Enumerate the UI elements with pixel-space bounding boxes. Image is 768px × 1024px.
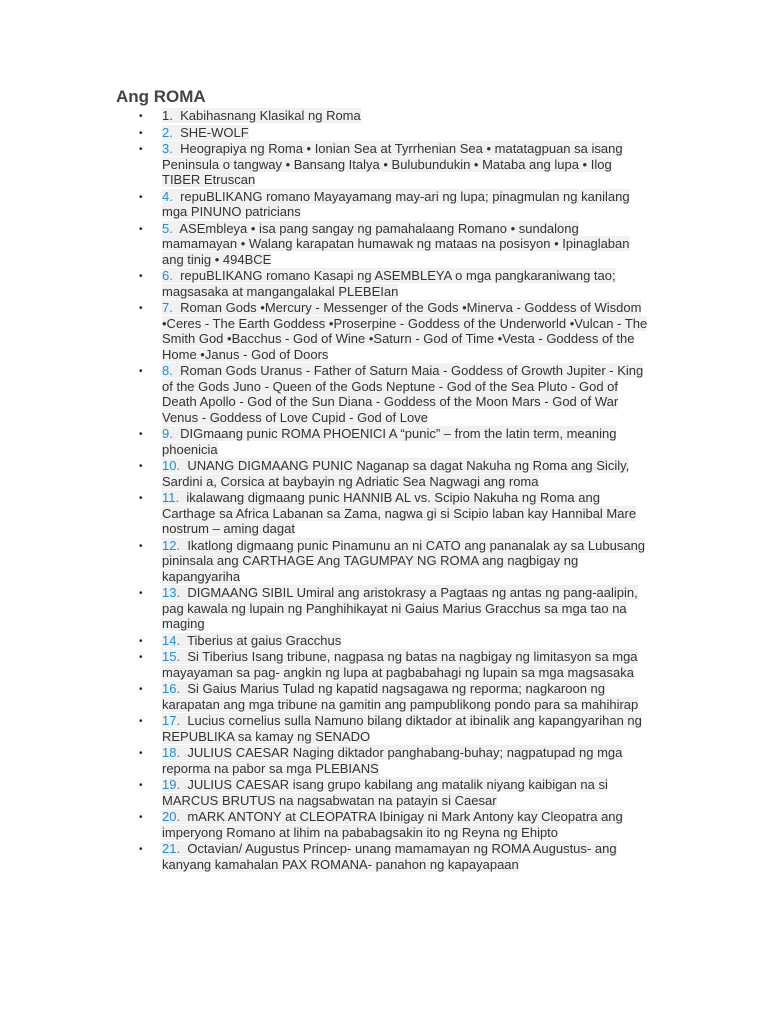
bullet-icon: •	[139, 540, 143, 552]
list-item	[116, 745, 652, 776]
list-item-number: 13.	[162, 585, 181, 600]
list-item	[116, 538, 652, 585]
list-item-text: Si Gaius Marius Tulad ng kapatid nagsagawa ng reporma; nagkaroon ng karapatan ang mga tribune na gamitin ang pampublikong pondo para sa mahihirap	[162, 681, 639, 712]
list-item-text: UNANG DIGMAANG PUNIC Naganap sa dagat Nakuha ng Roma ang Sicily, Sardini a, Corsica at baybayin ng Adriatic Sea Nagwagi ang roma	[162, 458, 630, 489]
list-item-text: JULIUS CAESAR Naging diktador panghabang-buhay; nagpatupad ng mga reporma na pabor sa mga PLEBIANS	[162, 745, 623, 776]
list-item-body	[162, 633, 341, 648]
list-item	[116, 300, 652, 362]
list-item	[116, 841, 652, 872]
bullet-icon: •	[139, 652, 143, 663]
list-item-text: Lucius cornelius sulla Namuno bilang diktador at ibinalik ang kapangyarihan ng REPUBLIKA sa kamay ng SENADO	[162, 713, 642, 744]
list-item-number: 11.	[162, 490, 180, 505]
list-item-body	[162, 458, 629, 489]
list-item-body	[162, 363, 643, 425]
list-item	[116, 221, 652, 268]
list-item-body	[162, 649, 638, 680]
list-item	[116, 633, 652, 649]
bullet-icon: •	[139, 635, 143, 647]
bullet-icon: •	[139, 716, 143, 727]
list-item	[116, 777, 652, 808]
list-item-number: 8.	[162, 363, 173, 378]
list-item-body	[162, 777, 608, 808]
list-item	[116, 363, 652, 425]
list-item	[116, 649, 652, 680]
list-item-body	[162, 189, 630, 220]
list-item	[116, 490, 652, 537]
list-item-text: Tiberius at gaius Gracchus	[187, 632, 342, 648]
list-item-text: Ikatlong digmaang punic Pinamunu an ni CATO ang pananalak ay sa Lubusang pininsala ang CARTHAGE Ang TAGUMPAY NG ROMA ang nagbigay ng kapangyariha	[162, 537, 646, 584]
list-item-text: mARK ANTONY at CLEOPATRA Ibinigay ni Mark Antony kay Cleopatra ang imperyong Romano at lihim na pababagsakin ito ng Reyna ng Ehipto	[162, 809, 623, 840]
outline-list	[116, 108, 652, 872]
list-item-number: 1.	[162, 108, 173, 123]
list-item-body	[162, 681, 638, 712]
list-item-body	[162, 108, 361, 123]
list-item-text: Octavian/ Augustus Princep- unang mamamayan ng ROMA Augustus- ang kanyang kamahalan PAX ROMANA- panahon ng kapayapaan	[162, 841, 617, 872]
list-item-body	[162, 221, 630, 267]
list-item-body	[162, 426, 616, 457]
list-item-text: Roman Gods Uranus - Father of Saturn Maia - Goddess of Growth Jupiter - King of the Gods Juno - Queen of the Gods Neptune - God of the Sea Pluto - God of Death Apollo - God of the Sun Diana - Goddess of the Moon Mars - God of War Venus - Goddess of Love Cupid - God of Love	[162, 363, 644, 425]
bullet-icon: •	[139, 844, 143, 855]
list-item-body	[162, 841, 617, 872]
list-item-number: 3.	[162, 141, 173, 156]
bullet-icon: •	[139, 191, 143, 203]
list-item	[116, 713, 652, 744]
bullet-icon: •	[139, 366, 143, 377]
list-item	[116, 458, 652, 489]
list-item	[116, 681, 652, 712]
page-title: Ang ROMA	[116, 87, 206, 106]
list-item-text: Si Tiberius Isang tribune, nagpasa ng batas na nagbigay ng limitasyon sa mga mayayaman sa pag- angkin ng lupa at pagbabahagi ng lupain sa mga magsasaka	[162, 649, 638, 680]
list-item-number: 14.	[162, 632, 181, 648]
list-item-number: 16.	[162, 681, 181, 696]
list-item	[116, 585, 652, 632]
list-item-body	[162, 300, 647, 362]
bullet-icon: •	[139, 493, 143, 504]
list-item-number: 2.	[162, 124, 173, 140]
list-item-text: ASEmbleya • isa pang sangay ng pamahalaang Romano • sundalong mamamayan • Walang karapatan humawak ng mataas na posisyon • Ipinaglaban ang tinig • 494BCE	[162, 220, 630, 267]
list-item-number: 19.	[162, 777, 181, 792]
list-item	[116, 125, 652, 141]
list-item-number: 18.	[162, 745, 181, 760]
list-item-number: 6.	[162, 268, 173, 283]
list-item	[116, 189, 652, 220]
list-item-number: 5.	[162, 220, 173, 236]
list-item	[116, 809, 652, 840]
list-item-body	[162, 125, 249, 140]
bullet-icon: •	[139, 461, 143, 472]
list-item	[116, 268, 652, 299]
list-item-text: DIGmaang punic ROMA PHOENICI A “punic” – from the latin term, meaning phoenicia	[162, 426, 617, 457]
list-item-body	[162, 490, 636, 536]
list-item-body	[162, 745, 622, 776]
bullet-icon: •	[139, 271, 143, 282]
list-item-body	[162, 585, 638, 631]
list-item-text: repuBLIKANG romano Kasapi ng ASEMBLEYA o mga pangkaraniwang tao; magsasaka at mangangalakal PLEBEIan	[162, 268, 616, 299]
list-item-text: repuBLIKANG romano Mayayamang may-ari ng lupa; pinagmulan ng kanilang mga PINUNO patricians	[162, 188, 630, 219]
bullet-icon: •	[139, 429, 143, 440]
bullet-icon: •	[139, 127, 143, 139]
bullet-icon: •	[139, 812, 143, 823]
list-item-number: 12.	[162, 537, 181, 553]
list-item-number: 17.	[162, 713, 181, 728]
bullet-icon: •	[139, 303, 143, 314]
list-item-text: DIGMAANG SIBIL Umiral ang aristokrasy a Pagtaas ng antas ng pang-aalipin, pag kawala ng lupain ng Panghihikayat ni Gaius Marius Gracchus sa mga tao na maging	[162, 585, 638, 631]
list-item-number: 21.	[162, 841, 181, 856]
list-item-body	[162, 713, 642, 744]
list-item-number: 20.	[162, 809, 181, 824]
list-item-number: 15.	[162, 649, 181, 664]
bullet-icon: •	[139, 748, 143, 759]
bullet-icon: •	[139, 144, 143, 155]
list-item-text: Roman Gods •Mercury - Messenger of the Gods •Minerva - Goddess of Wisdom •Ceres - The Earth Goddess •Proserpine - Goddess of the Underworld •Vulcan - The Smith God •Bacchus - God of Wine •Saturn - God of Time •Vesta - Goddess of the Home •Janus - God of Doors	[162, 300, 648, 362]
document-page	[116, 86, 652, 873]
list-item-text: Kabihasnang Klasikal ng Roma	[180, 108, 361, 123]
list-item-number: 7.	[162, 300, 173, 315]
bullet-icon: •	[139, 780, 143, 791]
bullet-icon: •	[139, 588, 143, 599]
bullet-icon: •	[139, 223, 143, 235]
bullet-icon: •	[139, 111, 143, 122]
list-item	[116, 141, 652, 188]
list-item-body	[162, 268, 616, 299]
list-item-body	[162, 538, 645, 584]
list-item-text: Heograpiya ng Roma • Ionian Sea at Tyrrhenian Sea • matatagpuan sa isang Peninsula o tangway • Bansang Italya • Bulubundukin • Mataba ang lupa • Ilog TIBER Etruscan	[162, 141, 623, 187]
list-item	[116, 108, 652, 124]
list-item-body	[162, 809, 623, 840]
list-item-text: SHE-WOLF	[180, 124, 249, 140]
list-item-text: ikalawang digmaang punic HANNIB AL vs. Scipio Nakuha ng Roma ang Carthage sa Africa Labanan sa Zama, nagwa gi si Scipio laban kay Hannibal Mare nostrum – aming dagat	[162, 490, 637, 536]
list-item-text: JULIUS CAESAR isang grupo kabilang ang matalik niyang kaibigan na si MARCUS BRUTUS na nagsabwatan na patayin si Caesar	[162, 777, 608, 808]
list-item-number: 10.	[162, 458, 181, 473]
list-item-number: 4.	[162, 188, 173, 204]
list-item-number: 9.	[162, 426, 173, 441]
bullet-icon: •	[139, 684, 143, 695]
list-item-body	[162, 141, 623, 187]
list-item	[116, 426, 652, 457]
